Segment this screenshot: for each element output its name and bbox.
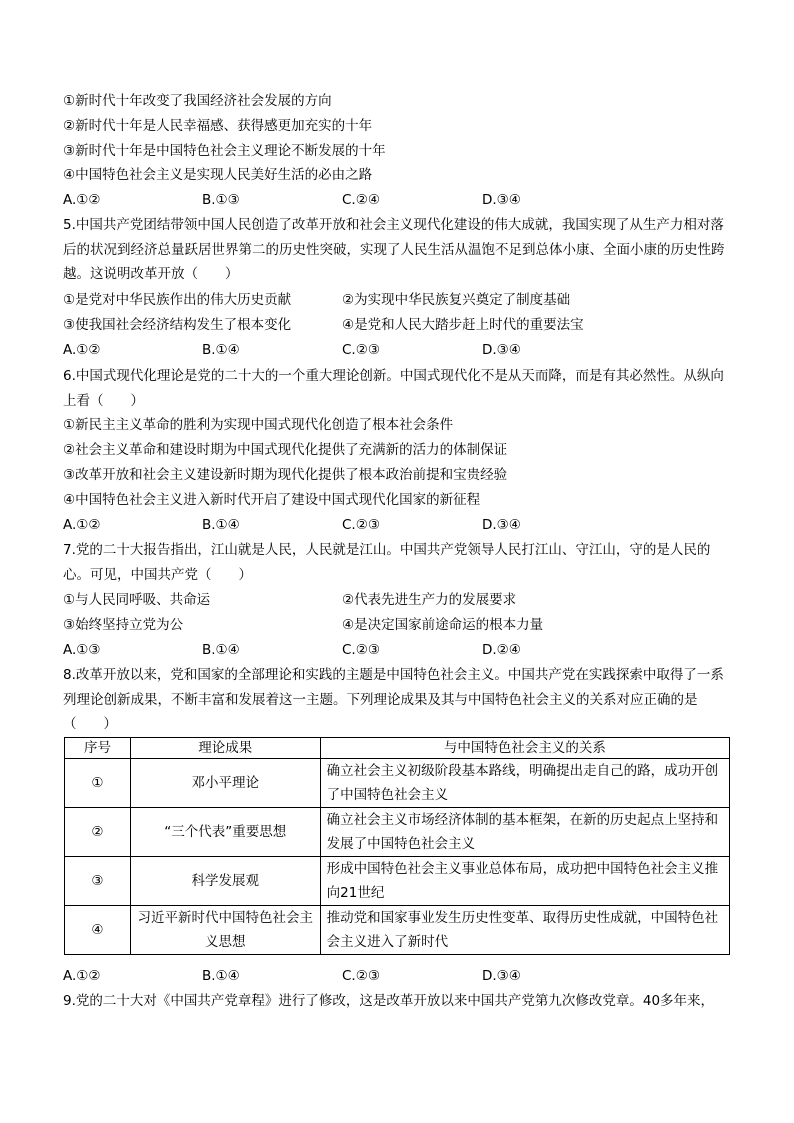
table-row — [65, 906, 730, 955]
q5-statement-3: ③使我国社会经济结构发生了根本变化 — [63, 317, 292, 333]
table-header-relation: 与中国特色社会主义的关系 — [320, 738, 729, 759]
table-row — [65, 759, 730, 808]
table-row — [65, 808, 730, 857]
q6-statement-2: ②社会主义革命和建设时期为中国式现代化提供了充满新的活力的体制保证 — [63, 442, 508, 458]
q8-stem: 8.改革开放以来，党和国家的全部理论和实践的主题是中国特色社会主义。中国共产党在实践探索中取得了一系列理论创新成果，不断丰富和发展着这一主题。下列理论成果及其与中国特色社会主义的关系对应正确的是（ ） — [63, 667, 724, 732]
table-row — [65, 857, 730, 906]
table-cell-relation: 确立社会主义市场经济体制的基本框架，在新的历史起点上坚持和发展了中国特色社会主义 — [320, 808, 729, 857]
q4-option-a[interactable]: A.①② — [63, 192, 101, 208]
q7-option-a[interactable]: A.①③ — [63, 642, 101, 658]
table-cell-relation: 推动党和国家事业发生历史性变革、取得历史性成就，中国特色社会主义进入了新时代 — [320, 906, 729, 955]
q4-options — [63, 191, 733, 209]
table-cell-theory: “三个代表”重要思想 — [130, 808, 320, 857]
q5-statement-1: ①是党对中华民族作出的伟大历史贡献 — [63, 292, 292, 308]
q5-statement-2: ②为实现中华民族复兴奠定了制度基础 — [342, 292, 571, 308]
q4-option-d[interactable]: D.③④ — [482, 192, 521, 208]
q8-table — [64, 737, 730, 955]
q7-statement-4: ④是决定国家前途命运的根本力量 — [342, 617, 544, 633]
q5-option-b[interactable]: B.①④ — [202, 342, 240, 358]
table-cell-number: ② — [65, 808, 131, 857]
q5-statements-row-1 — [63, 291, 733, 309]
table-cell-relation: 确立社会主义初级阶段基本路线，明确提出走自己的路，成功开创了中国特色社会主义 — [320, 759, 729, 808]
q7-statements-row-1 — [63, 591, 733, 609]
table-header-number: 序号 — [65, 738, 131, 759]
q7-stem: 7.党的二十大报告指出，江山就是人民，人民就是江山。中国共产党领导人民打江山、守江山，守的是人民的心。可见，中国共产党（ ） — [63, 542, 711, 583]
table-cell-relation: 形成中国特色社会主义事业总体布局，成功把中国特色社会主义推向21世纪 — [320, 857, 729, 906]
table-cell-theory: 习近平新时代中国特色社会主义思想 — [130, 906, 320, 955]
q6-statement-4: ④中国特色社会主义进入新时代开启了建设中国式现代化国家的新征程 — [63, 492, 481, 508]
q7-statements-row-2 — [63, 616, 733, 634]
q4-statement-3: ③新时代十年是中国特色社会主义理论不断发展的十年 — [63, 143, 386, 159]
q7-statement-3: ③始终坚持立党为公 — [63, 617, 184, 633]
q4-statement-4: ④中国特色社会主义是实现人民美好生活的必由之路 — [63, 167, 373, 183]
q4-option-b[interactable]: B.①③ — [202, 192, 240, 208]
q4-statement-2: ②新时代十年是人民幸福感、获得感更加充实的十年 — [63, 118, 373, 134]
q4-option-c[interactable]: C.②④ — [342, 192, 380, 208]
q7-statement-2: ②代表先进生产力的发展要求 — [342, 592, 517, 608]
q5-option-c[interactable]: C.②③ — [342, 342, 380, 358]
table-cell-theory: 邓小平理论 — [130, 759, 320, 808]
q5-option-d[interactable]: D.③④ — [482, 342, 521, 358]
q4-statement-1: ①新时代十年改变了我国经济社会发展的方向 — [63, 93, 332, 109]
q5-stem: 5.中国共产党团结带领中国人民创造了改革开放和社会主义现代化建设的伟大成就，我国实现了从生产力相对落后的状况到经济总量跃居世界第二的历史性突破，实现了人民生活从温饱不足到总体小康、全面小康的历史性跨越。这说明改革开放（ ） — [63, 217, 725, 282]
q6-stem: 6.中国式现代化理论是党的二十大的一个重大理论创新。中国式现代化不是从天而降，而是有其必然性。从纵向上看（ ） — [63, 368, 724, 409]
table-cell-number: ① — [65, 759, 131, 808]
q6-option-c[interactable]: C.②③ — [342, 517, 380, 533]
q7-option-c[interactable]: C.②③ — [342, 642, 380, 658]
table-header-theory: 理论成果 — [130, 738, 320, 759]
table-cell-theory: 科学发展观 — [130, 857, 320, 906]
q8-option-c[interactable]: C.②③ — [342, 968, 380, 984]
q7-statement-1: ①与人民同呼吸、共命运 — [63, 592, 211, 608]
q6-option-b[interactable]: B.①④ — [202, 517, 240, 533]
q5-options — [63, 341, 733, 359]
q6-option-a[interactable]: A.①② — [63, 517, 101, 533]
q8-option-a[interactable]: A.①② — [63, 968, 101, 984]
q8-options — [63, 967, 733, 985]
table-cell-number: ④ — [65, 906, 131, 955]
q6-option-d[interactable]: D.③④ — [482, 517, 521, 533]
table-cell-number: ③ — [65, 857, 131, 906]
q8-option-b[interactable]: B.①④ — [202, 968, 240, 984]
q6-statement-3: ③改革开放和社会主义建设新时期为现代化提供了根本政治前提和宝贵经验 — [63, 467, 508, 483]
q7-option-d[interactable]: D.②④ — [482, 642, 521, 658]
table-header-row — [65, 738, 730, 759]
q5-statement-4: ④是党和人民大踏步赶上时代的重要法宝 — [342, 317, 584, 333]
q7-option-b[interactable]: B.①④ — [202, 642, 240, 658]
q8-option-d[interactable]: D.③④ — [482, 968, 521, 984]
q5-option-a[interactable]: A.①② — [63, 342, 101, 358]
q6-statement-1: ①新民主主义革命的胜利为实现中国式现代化创造了根本社会条件 — [63, 417, 454, 433]
q6-options — [63, 516, 733, 534]
q5-statements-row-2 — [63, 316, 733, 334]
q9-stem: 9.党的二十大对《中国共产党章程》进行了修改，这是改革开放以来中国共产党第九次修改党章。40多年来， — [63, 993, 715, 1009]
q7-options — [63, 641, 733, 659]
